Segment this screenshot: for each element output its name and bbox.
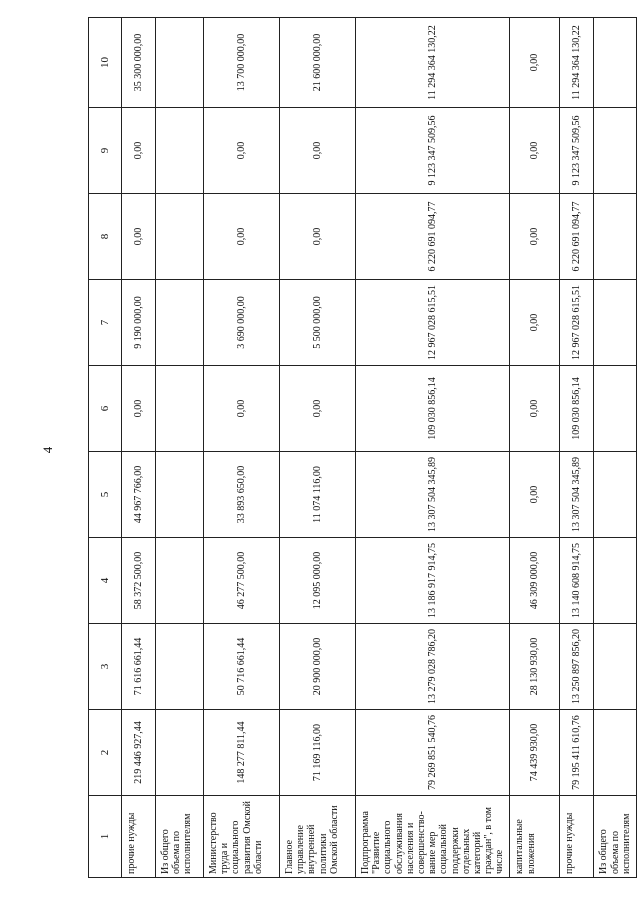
- row-label: Главное управление внутренней политики Омской области: [280, 796, 356, 878]
- value-cell: [594, 194, 637, 280]
- value-cell: [594, 452, 637, 538]
- value-cell: 109 030 856,14: [560, 366, 594, 452]
- value-cell: 74 439 930,00: [510, 710, 560, 796]
- value-cell: 0,00: [510, 194, 560, 280]
- row-label: прочие нужды: [560, 796, 594, 878]
- value-cell: 0,00: [204, 108, 280, 194]
- value-cell: 13 250 897 856,20: [560, 624, 594, 710]
- value-cell: 0,00: [280, 108, 356, 194]
- value-cell: 71 616 661,44: [122, 624, 156, 710]
- value-cell: 44 967 766,00: [122, 452, 156, 538]
- table-row: [122, 18, 156, 878]
- row-label: капитальные вложения: [510, 796, 560, 878]
- value-cell: [594, 710, 637, 796]
- budget-table: [88, 17, 637, 878]
- value-cell: 12 095 000,00: [280, 538, 356, 624]
- table-row: [280, 18, 356, 878]
- value-cell: [594, 366, 637, 452]
- value-cell: [594, 280, 637, 366]
- table-row: [510, 18, 560, 878]
- header-cell: 6: [89, 366, 122, 452]
- value-cell: 0,00: [510, 452, 560, 538]
- page-number: 4: [40, 446, 55, 454]
- value-cell: 12 967 028 615,51: [356, 280, 510, 366]
- value-cell: [156, 280, 204, 366]
- value-cell: [594, 108, 637, 194]
- header-cell: 5: [89, 452, 122, 538]
- value-cell: 11 074 116,00: [280, 452, 356, 538]
- value-cell: 12 967 028 615,51: [560, 280, 594, 366]
- value-cell: 0,00: [510, 366, 560, 452]
- row-label: Министерство труда и социального развития Омской области: [204, 796, 280, 878]
- value-cell: [156, 194, 204, 280]
- table-row: [560, 18, 594, 878]
- header-cell: 10: [89, 18, 122, 108]
- value-cell: 6 220 691 094,77: [356, 194, 510, 280]
- value-cell: 0,00: [280, 194, 356, 280]
- value-cell: 33 893 650,00: [204, 452, 280, 538]
- value-cell: 13 307 504 345,89: [560, 452, 594, 538]
- value-cell: 11 294 364 130,22: [560, 18, 594, 108]
- value-cell: 20 900 000,00: [280, 624, 356, 710]
- value-cell: 11 294 364 130,22: [356, 18, 510, 108]
- value-cell: 50 716 661,44: [204, 624, 280, 710]
- value-cell: 3 690 000,00: [204, 280, 280, 366]
- value-cell: 71 169 116,00: [280, 710, 356, 796]
- value-cell: [156, 452, 204, 538]
- value-cell: 219 446 927,44: [122, 710, 156, 796]
- header-cell: 4: [89, 538, 122, 624]
- value-cell: 13 140 608 914,75: [560, 538, 594, 624]
- value-cell: 46 309 000,00: [510, 538, 560, 624]
- value-cell: 6 220 691 094,77: [560, 194, 594, 280]
- value-cell: 9 123 347 509,56: [560, 108, 594, 194]
- row-label: Подпрограмма "Развитие социального обслуживания населения и совершенство-вание мер социальной поддержки отдельных категорий граждан", в том числе: [356, 796, 510, 878]
- table-header-row: [89, 18, 122, 878]
- header-cell: 2: [89, 710, 122, 796]
- value-cell: 0,00: [122, 366, 156, 452]
- value-cell: 5 500 000,00: [280, 280, 356, 366]
- value-cell: 79 195 411 610,76: [560, 710, 594, 796]
- value-cell: 13 186 917 914,75: [356, 538, 510, 624]
- header-cell: 3: [89, 624, 122, 710]
- value-cell: [156, 18, 204, 108]
- value-cell: 58 372 500,00: [122, 538, 156, 624]
- row-label: Из общего объема по исполнителям: [156, 796, 204, 878]
- value-cell: 13 307 504 345,89: [356, 452, 510, 538]
- value-cell: [156, 366, 204, 452]
- table-row: [156, 18, 204, 878]
- value-cell: 0,00: [510, 108, 560, 194]
- value-cell: 79 269 851 540,76: [356, 710, 510, 796]
- header-cell: 9: [89, 108, 122, 194]
- value-cell: [156, 538, 204, 624]
- value-cell: 13 279 028 786,20: [356, 624, 510, 710]
- value-cell: 35 300 000,00: [122, 18, 156, 108]
- value-cell: 0,00: [122, 108, 156, 194]
- rotated-table-container: [88, 18, 632, 878]
- value-cell: 0,00: [280, 366, 356, 452]
- table-row: [204, 18, 280, 878]
- row-label: Из общего объема по исполнителям: [594, 796, 637, 878]
- value-cell: 9 123 347 509,56: [356, 108, 510, 194]
- value-cell: 0,00: [204, 366, 280, 452]
- value-cell: [594, 18, 637, 108]
- value-cell: 46 277 500,00: [204, 538, 280, 624]
- table-row: [356, 18, 510, 878]
- value-cell: 28 130 930,00: [510, 624, 560, 710]
- value-cell: 0,00: [122, 194, 156, 280]
- header-cell: 8: [89, 194, 122, 280]
- value-cell: 148 277 811,44: [204, 710, 280, 796]
- value-cell: 9 190 000,00: [122, 280, 156, 366]
- value-cell: [156, 624, 204, 710]
- value-cell: 0,00: [510, 280, 560, 366]
- value-cell: [594, 624, 637, 710]
- value-cell: 21 600 000,00: [280, 18, 356, 108]
- header-cell: 1: [89, 796, 122, 878]
- value-cell: 0,00: [204, 194, 280, 280]
- row-label: прочие нужды: [122, 796, 156, 878]
- header-cell: 7: [89, 280, 122, 366]
- value-cell: 0,00: [510, 18, 560, 108]
- value-cell: 13 700 000,00: [204, 18, 280, 108]
- table-row: [594, 18, 637, 878]
- value-cell: [156, 710, 204, 796]
- value-cell: [156, 108, 204, 194]
- value-cell: [594, 538, 637, 624]
- value-cell: 109 030 856,14: [356, 366, 510, 452]
